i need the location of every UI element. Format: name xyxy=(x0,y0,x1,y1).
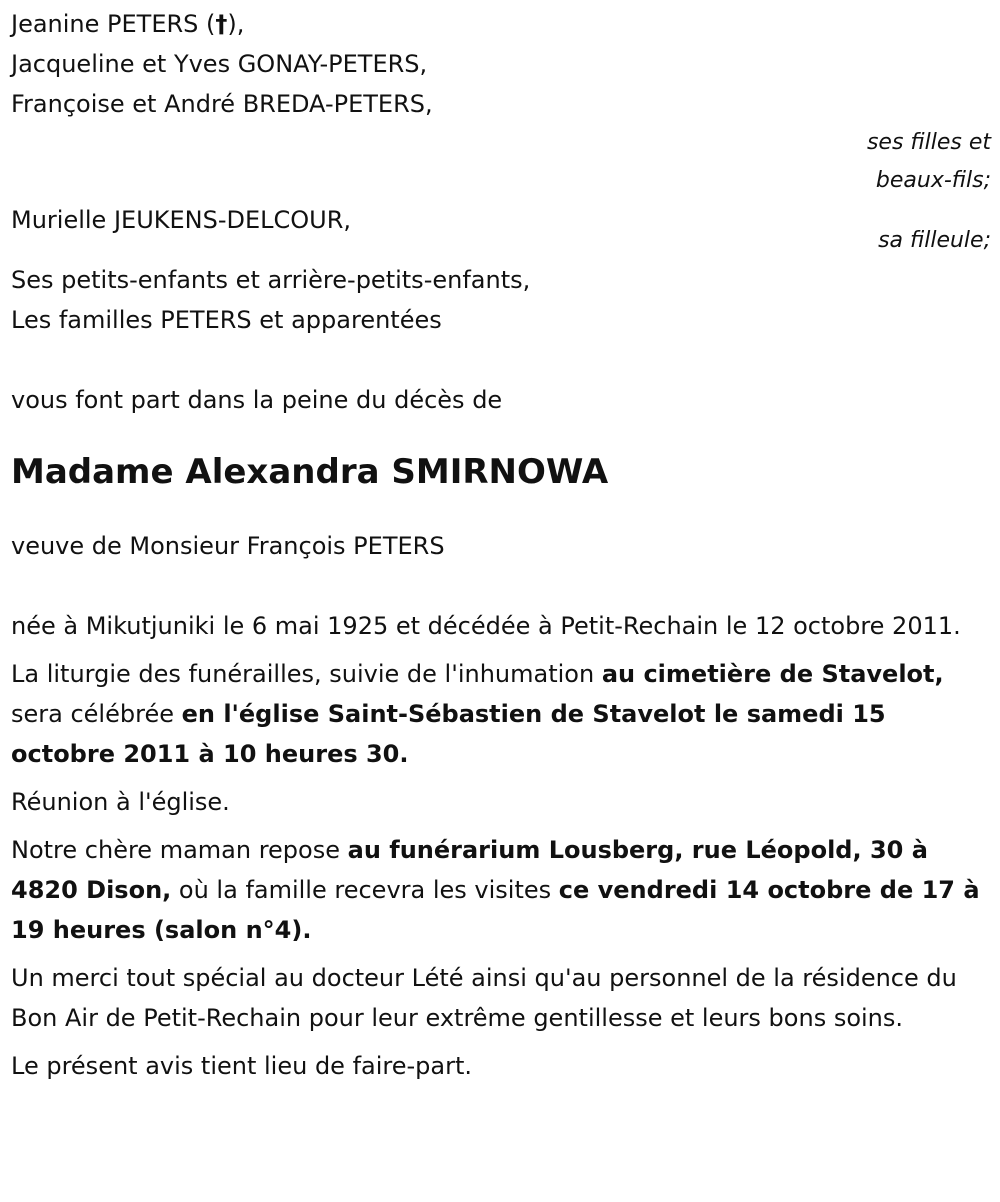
role-daughters-line2: beaux-fils; xyxy=(875,168,991,193)
family-grandchildren: Ses petits-enfants et arrière-petits-enfants, xyxy=(11,266,531,294)
rest-paragraph: Notre chère maman repose au funérarium Lousberg, rue Léopold, 30 à 4820 Dison, où la famille recevra les visites ce vendredi 14 octobre de 17 à 19 heures (salon n°4). xyxy=(11,836,980,944)
cross-icon: † xyxy=(215,10,228,38)
role-daughters-line1: ses filles et xyxy=(866,130,991,155)
family-murielle: Murielle JEUKENS-DELCOUR, xyxy=(11,206,352,234)
meeting: Réunion à l'église. xyxy=(11,788,230,816)
birth-death: née à Mikutjuniki le 6 mai 1925 et décédée à Petit-Rechain le 12 octobre 2011. xyxy=(11,612,961,640)
family-jacqueline: Jacqueline et Yves GONAY-PETERS, xyxy=(11,50,428,78)
widow-of: veuve de Monsieur François PETERS xyxy=(11,532,445,560)
thanks: Un merci tout spécial au docteur Lété ainsi qu'au personnel de la résidence du Bon Air de Petit-Rechain pour leur extrême gentillesse et leurs bons soins. xyxy=(11,964,957,1032)
obituary-notice xyxy=(11,4,991,1086)
notice: Le présent avis tient lieu de faire-part. xyxy=(11,1052,473,1080)
family-related: Les familles PETERS et apparentées xyxy=(11,306,442,334)
announcement: vous font part dans la peine du décès de xyxy=(11,386,503,414)
family-jeanine: Jeanine PETERS (†), xyxy=(11,10,245,38)
role-goddaughter: sa filleule; xyxy=(878,228,991,253)
family-francoise: Françoise et André BREDA-PETERS, xyxy=(11,90,433,118)
funeral-paragraph: La liturgie des funérailles, suivie de l'inhumation au cimetière de Stavelot, sera célébrée en l'église Saint-Sébastien de Stavelot le samedi 15 octobre 2011 à 10 heures 30. xyxy=(11,660,944,768)
deceased-name: Madame Alexandra SMIRNOWA xyxy=(11,452,609,492)
